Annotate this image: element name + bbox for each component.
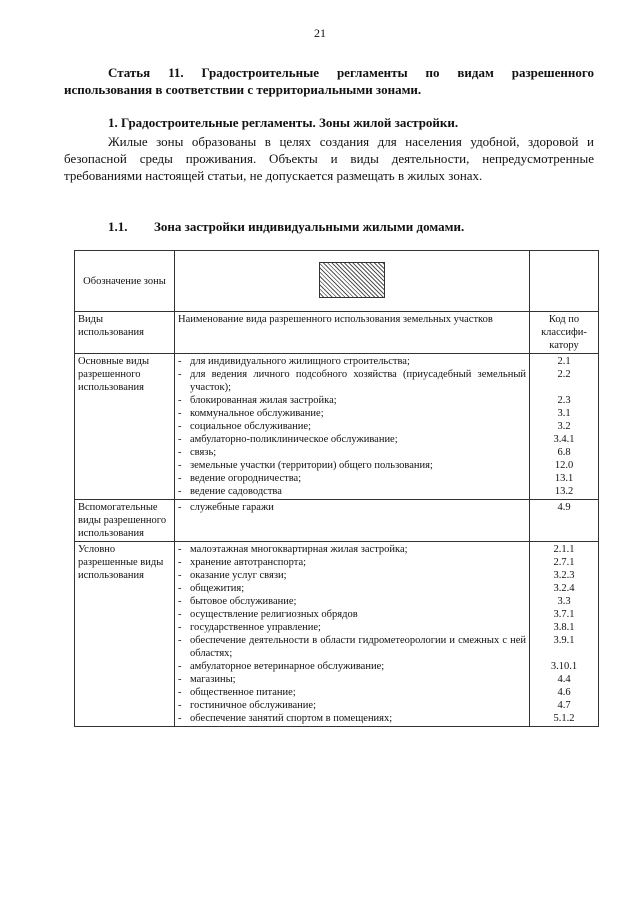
list-dash: - [178, 661, 182, 672]
section-title: 1. Градостроительные регламенты. Зоны жилой застройки. [108, 115, 459, 130]
zone-label: Обозначение зоны [83, 275, 166, 287]
list-item [178, 459, 526, 472]
classifier-code: 2.7.1 [553, 557, 575, 568]
zone-hatch-cell [175, 251, 530, 312]
classifier-code: 13.1 [554, 473, 574, 484]
page-number: 21 [314, 26, 326, 40]
classifier-code: 2.3 [557, 395, 571, 406]
classifier-code: 4.6 [557, 687, 571, 698]
list-dash: - [178, 486, 182, 497]
list-dash: - [178, 447, 182, 458]
classifier-code: 2.2 [557, 369, 571, 380]
list-dash: - [178, 434, 182, 445]
zone-legend-row [75, 251, 599, 312]
list-item-text: общежития; [190, 583, 245, 594]
list-dash: - [178, 713, 182, 724]
classifier-code: 4.7 [557, 700, 571, 711]
list-item [178, 621, 526, 634]
list-item [178, 556, 526, 569]
table-header-row [75, 312, 599, 354]
header-col3: Код по классифи-катору [530, 312, 599, 354]
classifier-code: 12.0 [554, 460, 574, 471]
classifier-code: 2.1 [557, 356, 571, 367]
zone-empty-cell [530, 251, 599, 312]
classifier-code: 3.4.1 [553, 434, 575, 445]
list-item-text: бытовое обслуживание; [190, 596, 297, 607]
classifier-code: 3.2.4 [553, 583, 575, 594]
classifier-code: 3.2 [557, 421, 571, 432]
list-dash: - [178, 596, 182, 607]
list-item-text: для ведения личного подсобного хозяйства (приусадебный земельный участок); [190, 369, 526, 393]
list-item [178, 634, 526, 660]
list-item [178, 595, 526, 608]
group-codes [530, 500, 599, 542]
zone-label-cell [75, 251, 175, 312]
list-dash: - [178, 502, 182, 513]
list-dash: - [178, 635, 182, 646]
list-item-text: блокированная жилая застройка; [190, 395, 337, 406]
list-item-text: общественное питание; [190, 687, 296, 698]
table-group-row [75, 500, 599, 542]
list-item [178, 501, 526, 514]
list-dash: - [178, 369, 182, 380]
list-item [178, 543, 526, 556]
list-item [178, 446, 526, 459]
list-dash: - [178, 473, 182, 484]
list-dash: - [178, 395, 182, 406]
list-dash: - [178, 557, 182, 568]
list-item-text: обеспечение занятий спортом в помещениях; [190, 713, 393, 724]
table-group-row [75, 542, 599, 727]
table-group-row [75, 354, 599, 500]
list-item-text: амбулаторно-поликлиническое обслуживание; [190, 434, 398, 445]
classifier-code: 3.10.1 [550, 661, 578, 672]
list-item-text: гостиничное обслуживание; [190, 700, 316, 711]
classifier-code: 3.1 [557, 408, 571, 419]
classifier-code: 13.2 [554, 486, 574, 497]
list-dash: - [178, 583, 182, 594]
section-text: Жилые зоны образованы в целях создания для населения удобной, здоровой и безопасной среды проживания. Объекты и виды деятельности, непредусмотренные требованиями настоящей статьи, не допускается размещать в жилых зонах. [64, 134, 594, 183]
list-item-text: магазины; [190, 674, 236, 685]
group-items [175, 542, 530, 727]
zone-regulation-table [74, 250, 599, 727]
list-dash: - [178, 544, 182, 555]
list-item-text: осуществление религиозных обрядов [190, 609, 358, 620]
list-item [178, 407, 526, 420]
list-dash: - [178, 570, 182, 581]
list-item-text: оказание услуг связи; [190, 570, 287, 581]
list-dash: - [178, 622, 182, 633]
table-body [75, 354, 599, 727]
list-dash: - [178, 356, 182, 367]
list-item [178, 712, 526, 725]
list-dash: - [178, 700, 182, 711]
list-item-text: амбулаторное ветеринарное обслуживание; [190, 661, 385, 672]
list-item-text: связь; [190, 447, 217, 458]
list-item [178, 368, 526, 394]
list-dash: - [178, 408, 182, 419]
list-dash: - [178, 421, 182, 432]
subsection-title-text: Зона застройки индивидуальными жилыми домами. [154, 219, 465, 234]
list-item [178, 355, 526, 368]
list-item-text: земельные участки (территории) общего пользования; [190, 460, 433, 471]
header-col2: Наименование вида разрешенного использования земельных участков [175, 312, 530, 354]
article-title-text: Статья 11. Градостроительные регламенты по видам разрешенного использования в соответствии с территориальными зонами. [64, 65, 594, 97]
group-label: Основные виды разрешенного использования [75, 354, 175, 500]
list-item [178, 582, 526, 595]
classifier-code: 6.8 [557, 447, 571, 458]
list-item [178, 608, 526, 621]
group-items [175, 500, 530, 542]
list-item [178, 673, 526, 686]
list-item-text: социальное обслуживание; [190, 421, 311, 432]
classifier-code: 4.4 [557, 674, 571, 685]
classifier-code: 3.8.1 [553, 622, 575, 633]
list-item [178, 660, 526, 673]
subsection-number: 1.1. [108, 219, 128, 234]
list-item [178, 394, 526, 407]
group-codes [530, 542, 599, 727]
list-dash: - [178, 609, 182, 620]
classifier-code: 4.9 [557, 502, 571, 513]
list-item [178, 433, 526, 446]
list-item [178, 699, 526, 712]
list-item [178, 472, 526, 485]
list-item-text: коммунальное обслуживание; [190, 408, 324, 419]
classifier-code: 3.3 [557, 596, 571, 607]
article-title [64, 64, 594, 98]
classifier-code: 3.7.1 [553, 609, 575, 620]
subsection-title [108, 219, 464, 235]
list-item-text: малоэтажная многоквартирная жилая застройка; [190, 544, 408, 555]
list-item [178, 569, 526, 582]
group-label: Условно разрешенные виды использования [75, 542, 175, 727]
header-col1: Виды использования [75, 312, 175, 354]
classifier-code: 2.1.1 [553, 544, 575, 555]
list-dash: - [178, 674, 182, 685]
list-item-text: государственное управление; [190, 622, 321, 633]
list-item [178, 686, 526, 699]
list-item-text: для индивидуального жилищного строительства; [190, 356, 410, 367]
group-items [175, 354, 530, 500]
list-item-text: служебные гаражи [190, 502, 274, 513]
list-dash: - [178, 687, 182, 698]
group-codes [530, 354, 599, 500]
zone-hatch-swatch [319, 262, 385, 298]
group-label: Вспомогательные виды разрешенного использования [75, 500, 175, 542]
list-item [178, 485, 526, 498]
list-item-text: обеспечение деятельности в области гидрометеорологии и смежных с ней областях; [190, 635, 526, 659]
list-item [178, 420, 526, 433]
classifier-code: 3.9.1 [553, 635, 575, 646]
list-item-text: хранение автотранспорта; [190, 557, 307, 568]
classifier-code: 3.2.3 [553, 570, 575, 581]
list-item-text: ведение огородничества; [190, 473, 302, 484]
list-dash: - [178, 460, 182, 471]
classifier-code: 5.1.2 [553, 713, 575, 724]
list-item-text: ведение садоводства [190, 486, 282, 497]
